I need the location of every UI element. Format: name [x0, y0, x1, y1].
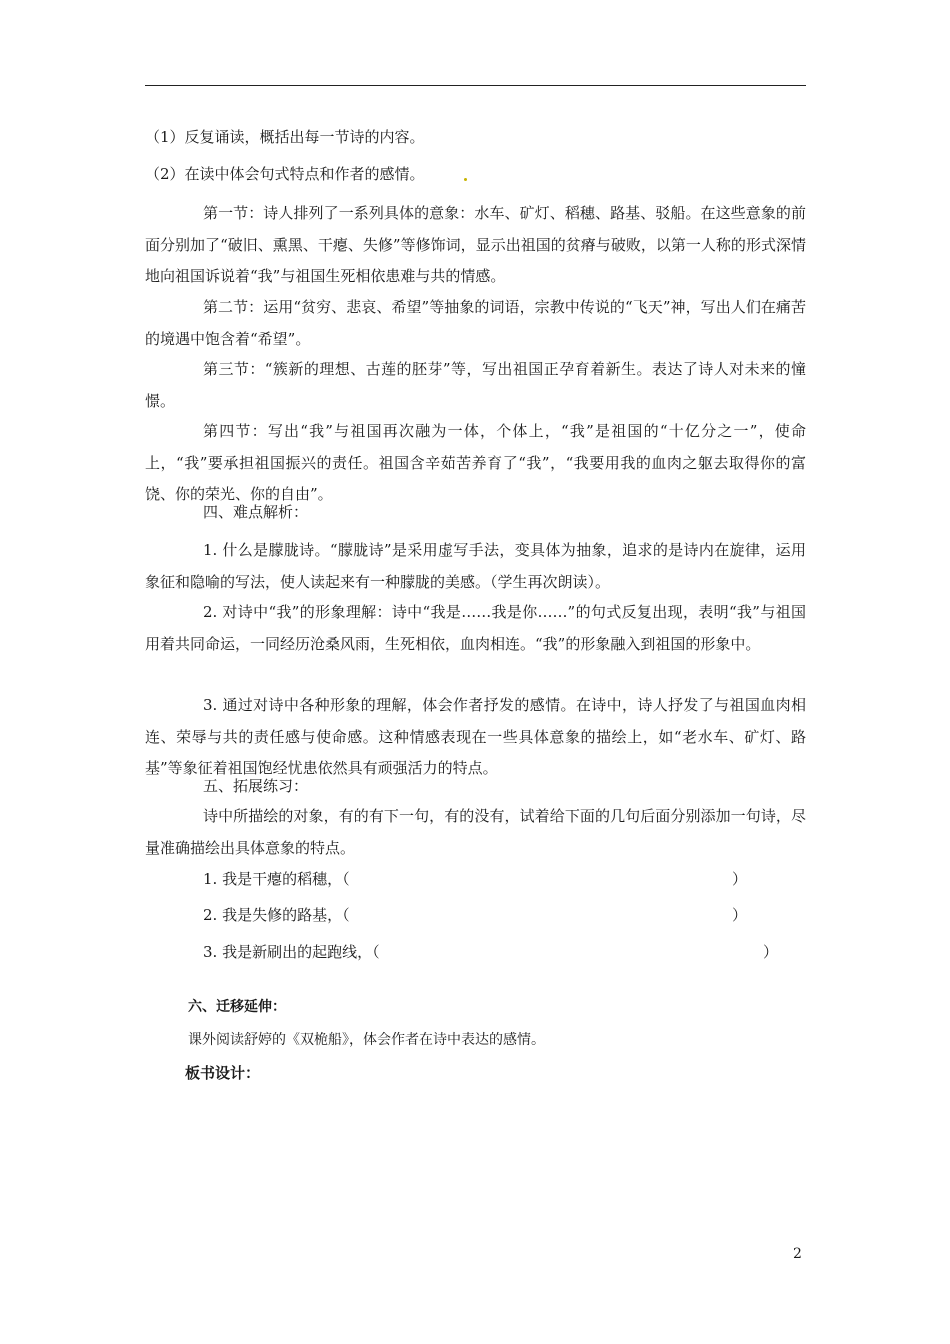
section-3-paragraph: 第三节：“簇新的理想、古莲的胚芽”等，写出祖国正孕育着新生。表达了诗人对未来的憧憬。 — [145, 360, 806, 410]
page-number: 2 — [793, 1246, 802, 1262]
header-rule — [145, 85, 806, 86]
section-1-paragraph: 第一节：诗人排列了一系列具体的意象：水车、矿灯、稻穗、路基、驳船。在这些意象的前面分别加了“破旧、熏黑、干瘪、失修”等修饰词，显示出祖国的贫瘠与破败，以第一人称的形式深情地向祖国诉说着“我”与祖国生死相依患难与共的情感。 — [145, 204, 806, 285]
practice-item-3: 3. 我是新刷出的起跑线，（ — [203, 943, 380, 961]
practice-item-3-close: ） — [763, 943, 779, 961]
practice-item-2: 2. 我是失修的路基，（ — [203, 906, 350, 924]
board-design-heading: 板书设计： — [185, 1064, 261, 1082]
practice-heading: 五、拓展练习： — [203, 777, 309, 795]
difficulty-heading: 四、难点解析： — [203, 503, 309, 521]
section-4-paragraph: 第四节：写出“我”与祖国再次融为一体，个体上，“我”是祖国的“十亿分之一”，使命上，“我”要承担祖国振兴的责任。祖国含辛茹苦养育了“我”，“我要用我的血肉之躯去取得你的富饶、你的荣光、你的自由”。 — [145, 422, 806, 503]
practice-item-1-close: ） — [732, 870, 748, 888]
stray-mark — [464, 178, 467, 181]
section-2-paragraph: 第二节：运用“贫穷、悲哀、希望”等抽象的词语，宗教中传说的“飞天”神，写出人们在痛苦的境遇中饱含着“希望”。 — [145, 298, 806, 348]
practice-item-1: 1. 我是干瘪的稻穗，（ — [203, 870, 350, 888]
extension-text: 课外阅读舒婷的《双桅船》，体会作者在诗中表达的感情。 — [188, 1032, 545, 1048]
difficulty-point-2: 2. 对诗中“我”的形象理解：诗中“我是……我是你……”的句式反复出现，表明“我”与祖国用着共同命运，一同经历沧桑风雨，生死相依，血肉相连。“我”的形象融入到祖国的形象中。 — [145, 603, 806, 653]
extension-heading: 六、迁移延伸： — [188, 999, 286, 1015]
practice-item-2-close: ） — [732, 906, 748, 924]
step-1: （1）反复诵读，概括出每一节诗的内容。 — [145, 128, 425, 146]
step-2: （2）在读中体会句式特点和作者的感情。 — [145, 165, 425, 183]
practice-intro: 诗中所描绘的对象，有的有下一句，有的没有，试着给下面的几句后面分别添加一句诗，尽量准确描绘出具体意象的特点。 — [145, 807, 806, 857]
difficulty-point-1: 1. 什么是朦胧诗。“朦胧诗”是采用虚写手法，变具体为抽象，追求的是诗内在旋律，运用象征和隐喻的写法，使人读起来有一种朦胧的美感。（学生再次朗读）。 — [145, 541, 806, 591]
difficulty-point-3: 3. 通过对诗中各种形象的理解，体会作者抒发的感情。在诗中，诗人抒发了与祖国血肉相连、荣辱与共的责任感与使命感。这种情感表现在一些具体意象的描绘上，如“老水车、矿灯、路基”等象征着祖国饱经忧患依然具有顽强活力的特点。 — [145, 696, 806, 777]
